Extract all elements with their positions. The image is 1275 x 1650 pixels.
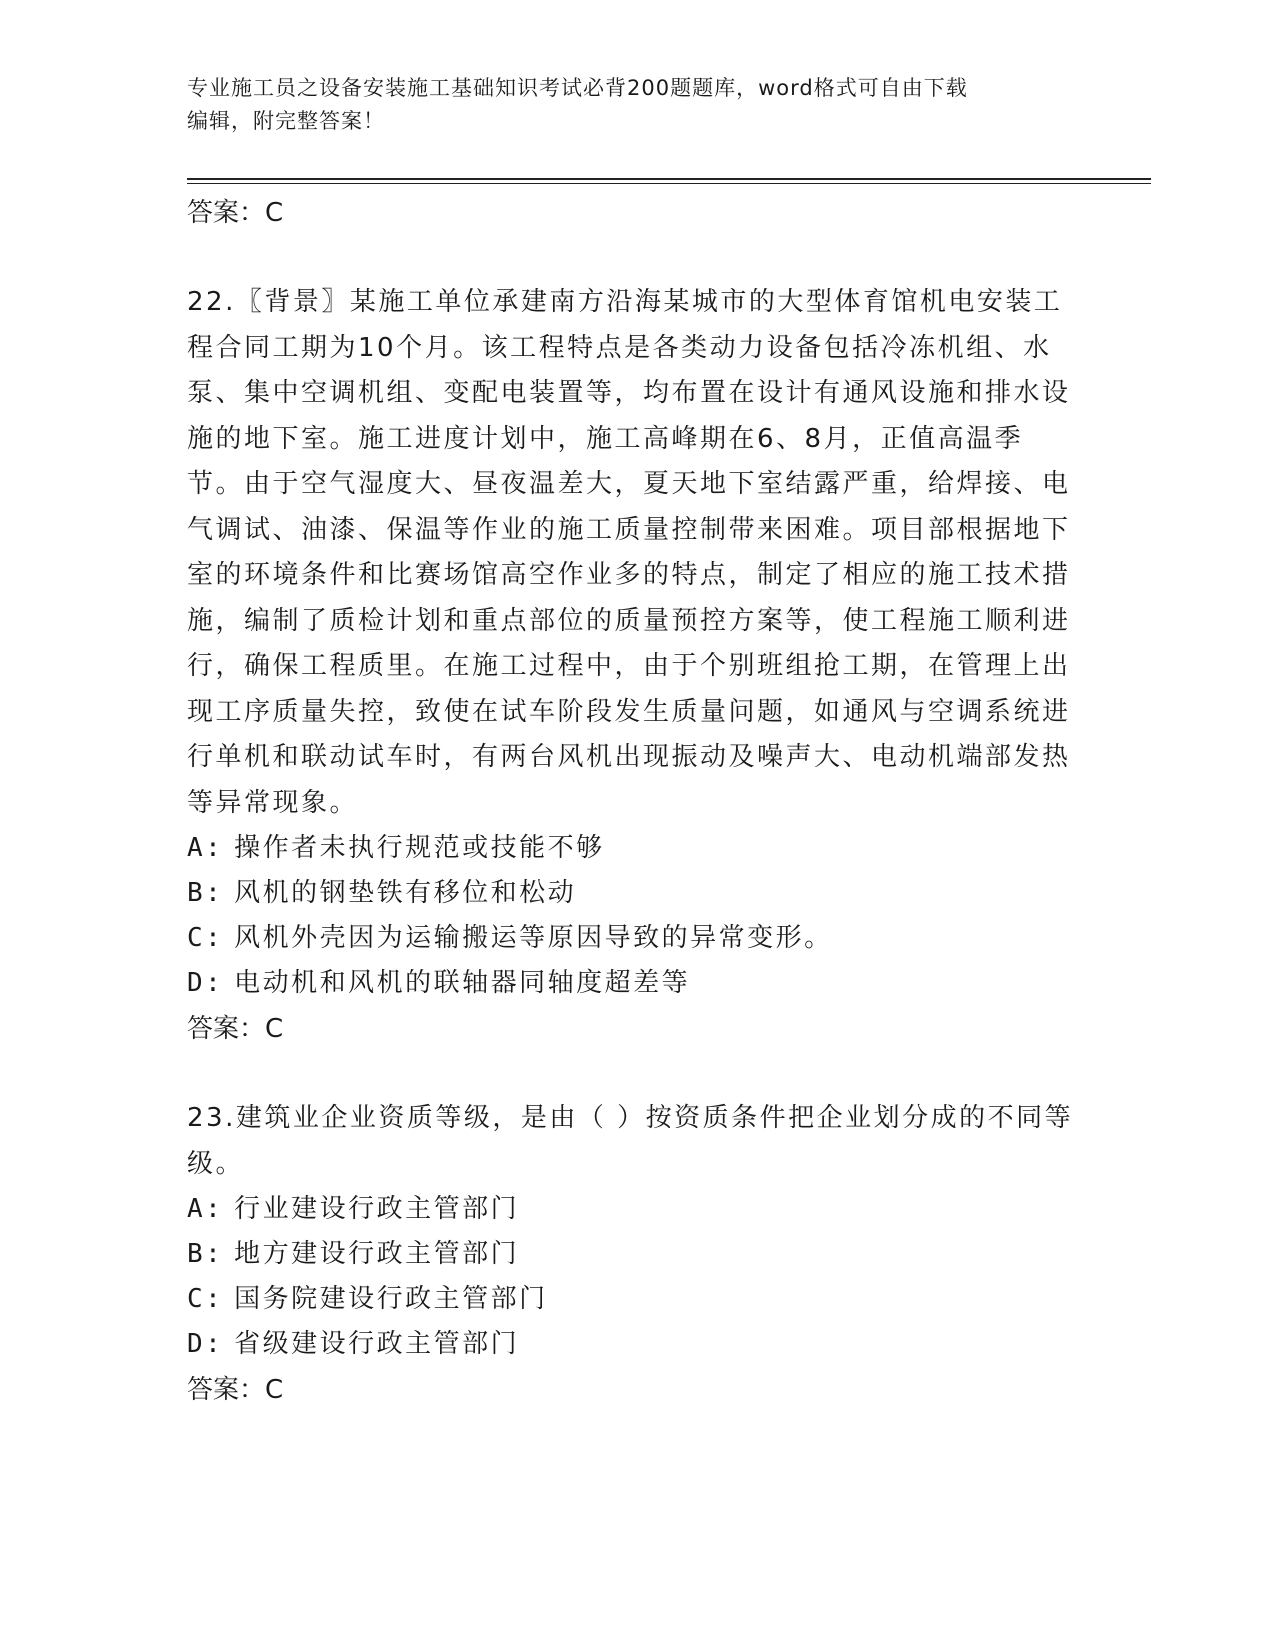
- header-divider-thin: [187, 183, 1151, 184]
- option-d: [187, 1322, 1077, 1367]
- option-letter: A:: [187, 833, 224, 863]
- option-letter: C:: [187, 923, 224, 953]
- option-c: [187, 916, 1077, 961]
- option-letter: A:: [187, 1194, 224, 1224]
- option-text: 国务院建设行政主管部门: [234, 1284, 548, 1314]
- option-c: [187, 1277, 1077, 1322]
- question-text: 22.〖背景〗某施工单位承建南方沿海某城市的大型体育馆机电安装工程合同工期为10个月。该工程特点是各类动力设备包括冷冻机组、水泵、集中空调机组、变配电装置等，均布置在设计有通风设施和排水设施的地下室。施工进度计划中，施工高峰期在6、8月，正值高温季节。由于空气湿度大、昼夜温差大，夏天地下室结露严重，给焊接、电气调试、油漆、保温等作业的施工质量控制带来困难。项目部根据地下室的环境条件和比赛场馆高空作业多的特点，制定了相应的施工技术措施，编制了质检计划和重点部位的质量预控方案等，使工程施工顺利进行，确保工程质里。在施工过程中，由于个别班组抢工期，在管理上出现工序质量失控，致使在试车阶段发生质量问题，如通风与空调系统进行单机和联动试车时，有两台风机出现振动及噪声大、电动机端部发热等异常现象。: [187, 287, 1071, 818]
- option-letter: C:: [187, 1284, 224, 1314]
- option-b: [187, 871, 1077, 916]
- option-text: 行业建设行政主管部门: [234, 1194, 520, 1224]
- question-22: [187, 280, 1077, 1052]
- answer-22: 答案：C: [187, 1014, 284, 1044]
- header-divider-thick: [187, 178, 1151, 180]
- option-a: [187, 826, 1077, 871]
- option-letter: D:: [187, 968, 224, 998]
- document-header: [187, 72, 1067, 138]
- answer-23: 答案：C: [187, 1375, 284, 1405]
- option-letter: D:: [187, 1329, 224, 1359]
- option-text: 省级建设行政主管部门: [234, 1329, 520, 1359]
- option-text: 操作者未执行规范或技能不够: [234, 833, 605, 863]
- option-letter: B:: [187, 1239, 224, 1269]
- previous-answer: 答案：C: [187, 198, 284, 228]
- option-letter: B:: [187, 878, 224, 908]
- question-text: 23.建筑业企业资质等级，是由（ ）按资质条件把企业划分成的不同等级。: [187, 1103, 1074, 1179]
- question-23: [187, 1096, 1077, 1413]
- option-d: [187, 961, 1077, 1006]
- option-text: 风机外壳因为运输搬运等原因导致的异常变形。: [234, 923, 833, 953]
- option-b: [187, 1232, 1077, 1277]
- header-title-line2: 编辑，附完整答案！: [187, 109, 385, 133]
- option-text: 地方建设行政主管部门: [234, 1239, 520, 1269]
- option-text: 电动机和风机的联轴器同轴度超差等: [234, 968, 691, 998]
- header-title-line1: 专业施工员之设备安装施工基础知识考试必背200题题库，word格式可自由下载: [187, 76, 968, 100]
- option-text: 风机的钢垫铁有移位和松动: [234, 878, 577, 908]
- option-a: [187, 1187, 1077, 1232]
- document-body: [187, 186, 1077, 1413]
